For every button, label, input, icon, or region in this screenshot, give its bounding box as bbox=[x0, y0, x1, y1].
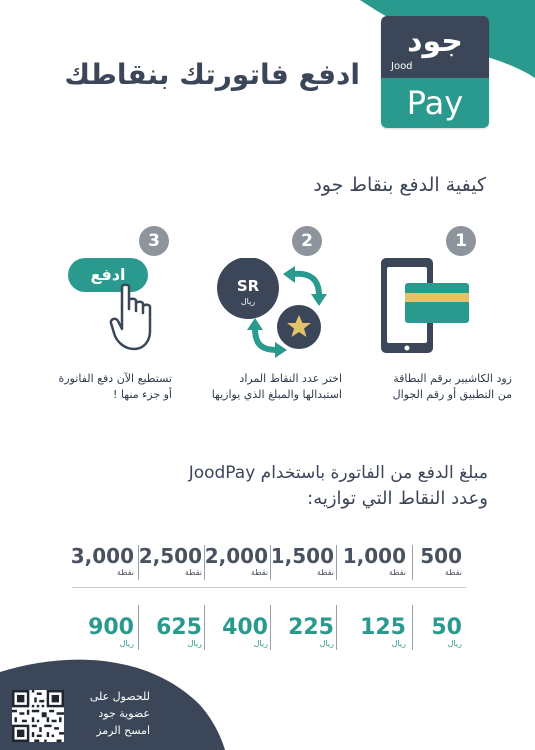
sr-sublabel: ريال bbox=[240, 297, 256, 306]
step-2-line1: اختر عدد النقاط المراد bbox=[239, 372, 342, 385]
qr-code-icon[interactable] bbox=[12, 690, 64, 742]
points-unit: نقطة bbox=[184, 568, 202, 577]
step-2-text bbox=[176, 371, 342, 403]
sr-label: SR bbox=[236, 277, 260, 295]
sar-unit: ريال bbox=[319, 639, 334, 648]
step-2-number: 2 bbox=[292, 226, 322, 256]
step-3-line2: أو جزء منها ! bbox=[113, 388, 172, 401]
logo-arabic: جود bbox=[407, 24, 463, 59]
cta-line3: امسح الرمز bbox=[96, 724, 150, 737]
points-unit: نقطة bbox=[388, 568, 406, 577]
points-value: 3,000 bbox=[70, 544, 134, 568]
step-1-number: 1 bbox=[446, 226, 476, 256]
pay-button-label: ادفع bbox=[90, 265, 126, 284]
table-separator bbox=[204, 605, 205, 650]
sar-value: 625 bbox=[156, 615, 202, 640]
step-3-number: 3 bbox=[139, 226, 169, 256]
sar-unit: ريال bbox=[253, 639, 268, 648]
points-value: 500 bbox=[420, 544, 462, 568]
hand-pointer-icon bbox=[108, 283, 160, 355]
page-title: ادفع فاتورتك بنقاطك bbox=[64, 58, 360, 91]
sar-value: 125 bbox=[360, 615, 406, 640]
payment-title-line2: وعدد النقاط التي توازيه: bbox=[307, 488, 488, 509]
points-unit: نقطة bbox=[444, 568, 462, 577]
table-divider bbox=[72, 587, 466, 588]
sar-unit: ريال bbox=[391, 639, 406, 648]
points-unit: نقطة bbox=[250, 568, 268, 577]
points-value: 1,500 bbox=[270, 544, 334, 568]
points-unit: نقطة bbox=[316, 568, 334, 577]
step-1-line2: من التطبيق أو رقم الجوال bbox=[392, 388, 512, 401]
logo-pay: Pay bbox=[406, 84, 464, 122]
step-1-line1: زود الكاشيير برقم البطاقة bbox=[393, 372, 512, 385]
sar-value: 50 bbox=[431, 615, 462, 640]
step-3-line1: تستطيع الآن دفع الفاتورة bbox=[58, 372, 172, 385]
table-separator bbox=[412, 545, 413, 580]
table-separator bbox=[412, 605, 413, 650]
cta-line1: للحصول على bbox=[89, 690, 150, 703]
table-separator bbox=[138, 605, 139, 650]
step-1-text bbox=[352, 371, 512, 403]
sar-unit: ريال bbox=[187, 639, 202, 648]
points-value: 2,500 bbox=[138, 544, 202, 568]
cta-line2: عضوية جود bbox=[98, 707, 150, 720]
payment-title-line1: مبلغ الدفع من الفاتورة باستخدام JoodPay bbox=[188, 463, 488, 483]
sar-value: 225 bbox=[288, 615, 334, 640]
phone-card-icon bbox=[372, 255, 474, 357]
points-value: 1,000 bbox=[342, 544, 406, 568]
sar-value: 400 bbox=[222, 615, 268, 640]
joodpay-logo bbox=[381, 16, 489, 128]
table-separator bbox=[336, 545, 337, 580]
logo-latin: Jood bbox=[391, 61, 413, 72]
sar-unit: ريال bbox=[447, 639, 462, 648]
membership-cta bbox=[66, 688, 150, 739]
table-separator bbox=[270, 605, 271, 650]
points-exchange-icon bbox=[215, 258, 330, 358]
how-to-pay-title: كيفية الدفع بنقاط جود bbox=[313, 174, 486, 196]
points-value: 2,000 bbox=[204, 544, 268, 568]
sar-unit: ريال bbox=[119, 639, 134, 648]
points-unit: نقطة bbox=[116, 568, 134, 577]
table-separator bbox=[336, 605, 337, 650]
step-2-line2: استبدالها والمبلغ الذي يوازيها bbox=[211, 388, 342, 401]
sar-value: 900 bbox=[88, 615, 134, 640]
step-3-text bbox=[20, 371, 172, 403]
